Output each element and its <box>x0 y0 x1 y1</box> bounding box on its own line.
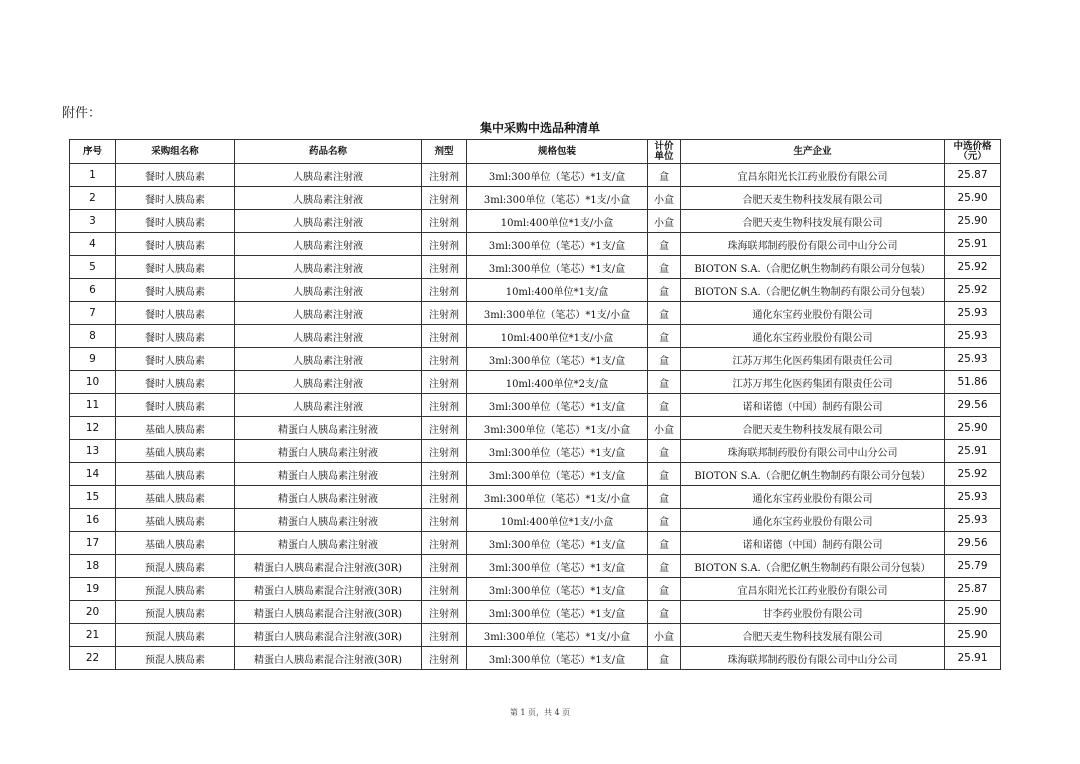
cell-spec: 10ml:400单位*1支/盒 <box>467 279 648 302</box>
cell-form: 注射剂 <box>422 509 467 532</box>
cell-seq: 11 <box>70 394 116 417</box>
cell-seq: 15 <box>70 486 116 509</box>
cell-spec: 3ml:300单位（笔芯）*1支/小盒 <box>467 417 648 440</box>
cell-price: 25.91 <box>945 647 1001 670</box>
cell-seq: 14 <box>70 463 116 486</box>
cell-maker: BIOTON S.A.（合肥亿帆生物制药有限公司分包装） <box>681 555 945 578</box>
table-row <box>70 302 1001 325</box>
cell-group: 基础人胰岛素 <box>116 440 235 463</box>
cell-group: 餐时人胰岛素 <box>116 279 235 302</box>
header-price-line2: （元） <box>958 150 987 162</box>
cell-price: 25.91 <box>945 440 1001 463</box>
cell-unit: 盒 <box>648 555 681 578</box>
cell-price: 25.91 <box>945 233 1001 256</box>
cell-form: 注射剂 <box>422 463 467 486</box>
cell-unit: 小盒 <box>648 417 681 440</box>
cell-drug: 精蛋白人胰岛素注射液 <box>235 486 422 509</box>
cell-seq: 20 <box>70 601 116 624</box>
cell-group: 餐时人胰岛素 <box>116 325 235 348</box>
table-row <box>70 440 1001 463</box>
cell-form: 注射剂 <box>422 187 467 210</box>
cell-drug: 精蛋白人胰岛素注射液 <box>235 440 422 463</box>
table-row <box>70 233 1001 256</box>
attachment-label: 附件： <box>62 106 102 121</box>
cell-group: 餐时人胰岛素 <box>116 302 235 325</box>
cell-form: 注射剂 <box>422 164 467 187</box>
cell-drug: 人胰岛素注射液 <box>235 371 422 394</box>
cell-seq: 22 <box>70 647 116 670</box>
cell-price: 25.93 <box>945 348 1001 371</box>
cell-maker: 宜昌东阳光长江药业股份有限公司 <box>681 578 945 601</box>
cell-drug: 人胰岛素注射液 <box>235 187 422 210</box>
table-row <box>70 509 1001 532</box>
cell-drug: 精蛋白人胰岛素混合注射液(30R) <box>235 601 422 624</box>
cell-form: 注射剂 <box>422 601 467 624</box>
cell-unit: 盒 <box>648 601 681 624</box>
header-unit-line2: 单位 <box>654 150 674 162</box>
cell-price: 25.79 <box>945 555 1001 578</box>
cell-spec: 10ml:400单位*1支/小盒 <box>467 210 648 233</box>
cell-group: 基础人胰岛素 <box>116 509 235 532</box>
cell-drug: 精蛋白人胰岛素混合注射液(30R) <box>235 624 422 647</box>
cell-spec: 10ml:400单位*1支/小盒 <box>467 509 648 532</box>
cell-form: 注射剂 <box>422 440 467 463</box>
cell-drug: 精蛋白人胰岛素混合注射液(30R) <box>235 578 422 601</box>
cell-unit: 盒 <box>648 440 681 463</box>
cell-form: 注射剂 <box>422 348 467 371</box>
cell-group: 基础人胰岛素 <box>116 486 235 509</box>
table-row <box>70 164 1001 187</box>
cell-maker: 通化东宝药业股份有限公司 <box>681 302 945 325</box>
cell-drug: 精蛋白人胰岛素混合注射液(30R) <box>235 647 422 670</box>
cell-maker: 珠海联邦制药股份有限公司中山分公司 <box>681 440 945 463</box>
cell-group: 预混人胰岛素 <box>116 555 235 578</box>
document-title: 集中采购中选品种清单 <box>479 121 600 135</box>
header-unit-line1: 计价 <box>654 140 674 152</box>
cell-spec: 3ml:300单位（笔芯）*1支/盒 <box>467 164 648 187</box>
table-row <box>70 417 1001 440</box>
table-row <box>70 555 1001 578</box>
cell-maker: 珠海联邦制药股份有限公司中山分公司 <box>681 233 945 256</box>
cell-price: 51.86 <box>945 371 1001 394</box>
cell-unit: 盒 <box>648 371 681 394</box>
cell-maker: 通化东宝药业股份有限公司 <box>681 486 945 509</box>
header-form: 剂型 <box>422 140 467 164</box>
table-header-row <box>70 140 1001 164</box>
table-body <box>70 164 1001 670</box>
cell-unit: 盒 <box>648 233 681 256</box>
cell-seq: 16 <box>70 509 116 532</box>
cell-maker: 甘李药业股份有限公司 <box>681 601 945 624</box>
cell-price: 25.90 <box>945 624 1001 647</box>
cell-seq: 8 <box>70 325 116 348</box>
header-price-line1: 中选价格 <box>953 140 992 152</box>
cell-price: 25.90 <box>945 417 1001 440</box>
cell-price: 29.56 <box>945 532 1001 555</box>
cell-unit: 盒 <box>648 509 681 532</box>
cell-group: 餐时人胰岛素 <box>116 210 235 233</box>
cell-price: 25.92 <box>945 279 1001 302</box>
cell-price: 25.90 <box>945 187 1001 210</box>
cell-form: 注射剂 <box>422 302 467 325</box>
cell-spec: 3ml:300单位（笔芯）*1支/盒 <box>467 647 648 670</box>
cell-maker: 合肥天麦生物科技发展有限公司 <box>681 417 945 440</box>
table-row <box>70 279 1001 302</box>
cell-seq: 13 <box>70 440 116 463</box>
cell-form: 注射剂 <box>422 417 467 440</box>
cell-drug: 精蛋白人胰岛素注射液 <box>235 417 422 440</box>
cell-spec: 3ml:300单位（笔芯）*1支/小盒 <box>467 486 648 509</box>
cell-seq: 12 <box>70 417 116 440</box>
cell-drug: 人胰岛素注射液 <box>235 302 422 325</box>
cell-form: 注射剂 <box>422 532 467 555</box>
cell-price: 25.90 <box>945 601 1001 624</box>
cell-form: 注射剂 <box>422 555 467 578</box>
table-row <box>70 325 1001 348</box>
cell-maker: BIOTON S.A.（合肥亿帆生物制药有限公司分包装） <box>681 463 945 486</box>
cell-maker: 江苏万邦生化医药集团有限责任公司 <box>681 371 945 394</box>
cell-seq: 18 <box>70 555 116 578</box>
cell-seq: 9 <box>70 348 116 371</box>
table-row <box>70 532 1001 555</box>
cell-spec: 10ml:400单位*1支/小盒 <box>467 325 648 348</box>
cell-unit: 盒 <box>648 486 681 509</box>
cell-seq: 4 <box>70 233 116 256</box>
cell-unit: 小盒 <box>648 624 681 647</box>
table-row <box>70 578 1001 601</box>
cell-price: 25.93 <box>945 509 1001 532</box>
cell-group: 基础人胰岛素 <box>116 532 235 555</box>
cell-spec: 3ml:300单位（笔芯）*1支/盒 <box>467 256 648 279</box>
cell-unit: 盒 <box>648 394 681 417</box>
table-row <box>70 187 1001 210</box>
cell-drug: 人胰岛素注射液 <box>235 394 422 417</box>
cell-drug: 人胰岛素注射液 <box>235 348 422 371</box>
table-row <box>70 486 1001 509</box>
cell-seq: 21 <box>70 624 116 647</box>
cell-spec: 3ml:300单位（笔芯）*1支/盒 <box>467 532 648 555</box>
cell-seq: 7 <box>70 302 116 325</box>
cell-drug: 人胰岛素注射液 <box>235 256 422 279</box>
selected-products-table <box>69 139 1001 670</box>
cell-group: 餐时人胰岛素 <box>116 394 235 417</box>
cell-form: 注射剂 <box>422 578 467 601</box>
cell-drug: 人胰岛素注射液 <box>235 279 422 302</box>
header-maker: 生产企业 <box>681 140 945 164</box>
cell-drug: 精蛋白人胰岛素注射液 <box>235 532 422 555</box>
cell-price: 25.92 <box>945 463 1001 486</box>
cell-spec: 3ml:300单位（笔芯）*1支/盒 <box>467 233 648 256</box>
cell-group: 预混人胰岛素 <box>116 624 235 647</box>
cell-spec: 3ml:300单位（笔芯）*1支/小盒 <box>467 302 648 325</box>
cell-spec: 10ml:400单位*2支/盒 <box>467 371 648 394</box>
cell-maker: 通化东宝药业股份有限公司 <box>681 325 945 348</box>
cell-seq: 1 <box>70 164 116 187</box>
cell-price: 25.93 <box>945 486 1001 509</box>
header-unit <box>648 140 681 164</box>
cell-form: 注射剂 <box>422 486 467 509</box>
cell-group: 餐时人胰岛素 <box>116 233 235 256</box>
cell-group: 餐时人胰岛素 <box>116 187 235 210</box>
cell-drug: 精蛋白人胰岛素混合注射液(30R) <box>235 555 422 578</box>
cell-group: 餐时人胰岛素 <box>116 348 235 371</box>
table-row <box>70 210 1001 233</box>
cell-seq: 6 <box>70 279 116 302</box>
cell-maker: 诺和诺德（中国）制药有限公司 <box>681 394 945 417</box>
cell-price: 25.87 <box>945 578 1001 601</box>
cell-unit: 盒 <box>648 463 681 486</box>
cell-drug: 人胰岛素注射液 <box>235 210 422 233</box>
cell-seq: 10 <box>70 371 116 394</box>
cell-group: 基础人胰岛素 <box>116 417 235 440</box>
cell-unit: 盒 <box>648 325 681 348</box>
cell-spec: 3ml:300单位（笔芯）*1支/小盒 <box>467 187 648 210</box>
page-footer: 第 1 页，共 4 页 <box>509 708 571 717</box>
cell-unit: 盒 <box>648 348 681 371</box>
cell-unit: 小盒 <box>648 187 681 210</box>
cell-maker: 合肥天麦生物科技发展有限公司 <box>681 210 945 233</box>
cell-maker: 江苏万邦生化医药集团有限责任公司 <box>681 348 945 371</box>
cell-unit: 盒 <box>648 279 681 302</box>
cell-spec: 3ml:300单位（笔芯）*1支/小盒 <box>467 624 648 647</box>
cell-price: 25.92 <box>945 256 1001 279</box>
cell-drug: 精蛋白人胰岛素注射液 <box>235 509 422 532</box>
cell-unit: 小盒 <box>648 210 681 233</box>
cell-drug: 人胰岛素注射液 <box>235 233 422 256</box>
cell-drug: 精蛋白人胰岛素注射液 <box>235 463 422 486</box>
cell-form: 注射剂 <box>422 279 467 302</box>
table-row <box>70 371 1001 394</box>
header-price <box>945 140 1001 164</box>
cell-unit: 盒 <box>648 578 681 601</box>
cell-maker: 合肥天麦生物科技发展有限公司 <box>681 624 945 647</box>
cell-drug: 人胰岛素注射液 <box>235 164 422 187</box>
table-row <box>70 256 1001 279</box>
table-row <box>70 463 1001 486</box>
cell-spec: 3ml:300单位（笔芯）*1支/盒 <box>467 578 648 601</box>
cell-seq: 2 <box>70 187 116 210</box>
cell-group: 预混人胰岛素 <box>116 578 235 601</box>
cell-form: 注射剂 <box>422 624 467 647</box>
cell-maker: 合肥天麦生物科技发展有限公司 <box>681 187 945 210</box>
cell-unit: 盒 <box>648 164 681 187</box>
cell-seq: 3 <box>70 210 116 233</box>
header-seq: 序号 <box>70 140 116 164</box>
cell-seq: 19 <box>70 578 116 601</box>
cell-maker: 通化东宝药业股份有限公司 <box>681 509 945 532</box>
table-row <box>70 647 1001 670</box>
cell-maker: BIOTON S.A.（合肥亿帆生物制药有限公司分包装） <box>681 279 945 302</box>
cell-price: 25.93 <box>945 325 1001 348</box>
table-row <box>70 394 1001 417</box>
cell-price: 25.87 <box>945 164 1001 187</box>
cell-form: 注射剂 <box>422 394 467 417</box>
cell-group: 预混人胰岛素 <box>116 647 235 670</box>
cell-spec: 3ml:300单位（笔芯）*1支/盒 <box>467 348 648 371</box>
cell-seq: 5 <box>70 256 116 279</box>
table-row <box>70 624 1001 647</box>
cell-spec: 3ml:300单位（笔芯）*1支/盒 <box>467 394 648 417</box>
header-group: 采购组名称 <box>116 140 235 164</box>
table-row <box>70 601 1001 624</box>
cell-group: 餐时人胰岛素 <box>116 371 235 394</box>
header-drug: 药品名称 <box>235 140 422 164</box>
cell-maker: 诺和诺德（中国）制药有限公司 <box>681 532 945 555</box>
cell-spec: 3ml:300单位（笔芯）*1支/盒 <box>467 555 648 578</box>
cell-form: 注射剂 <box>422 371 467 394</box>
cell-maker: 珠海联邦制药股份有限公司中山分公司 <box>681 647 945 670</box>
cell-group: 餐时人胰岛素 <box>116 256 235 279</box>
cell-unit: 盒 <box>648 647 681 670</box>
table-row <box>70 348 1001 371</box>
cell-maker: 宜昌东阳光长江药业股份有限公司 <box>681 164 945 187</box>
cell-group: 餐时人胰岛素 <box>116 164 235 187</box>
header-spec: 规格包装 <box>467 140 648 164</box>
cell-unit: 盒 <box>648 532 681 555</box>
cell-form: 注射剂 <box>422 210 467 233</box>
cell-spec: 3ml:300单位（笔芯）*1支/盒 <box>467 463 648 486</box>
cell-price: 25.93 <box>945 302 1001 325</box>
cell-form: 注射剂 <box>422 647 467 670</box>
cell-drug: 人胰岛素注射液 <box>235 325 422 348</box>
cell-price: 25.90 <box>945 210 1001 233</box>
cell-form: 注射剂 <box>422 325 467 348</box>
cell-unit: 盒 <box>648 302 681 325</box>
cell-spec: 3ml:300单位（笔芯）*1支/盒 <box>467 601 648 624</box>
cell-maker: BIOTON S.A.（合肥亿帆生物制药有限公司分包装） <box>681 256 945 279</box>
cell-spec: 3ml:300单位（笔芯）*1支/盒 <box>467 440 648 463</box>
cell-group: 基础人胰岛素 <box>116 463 235 486</box>
cell-unit: 盒 <box>648 256 681 279</box>
cell-form: 注射剂 <box>422 233 467 256</box>
cell-price: 29.56 <box>945 394 1001 417</box>
cell-seq: 17 <box>70 532 116 555</box>
cell-group: 预混人胰岛素 <box>116 601 235 624</box>
cell-form: 注射剂 <box>422 256 467 279</box>
